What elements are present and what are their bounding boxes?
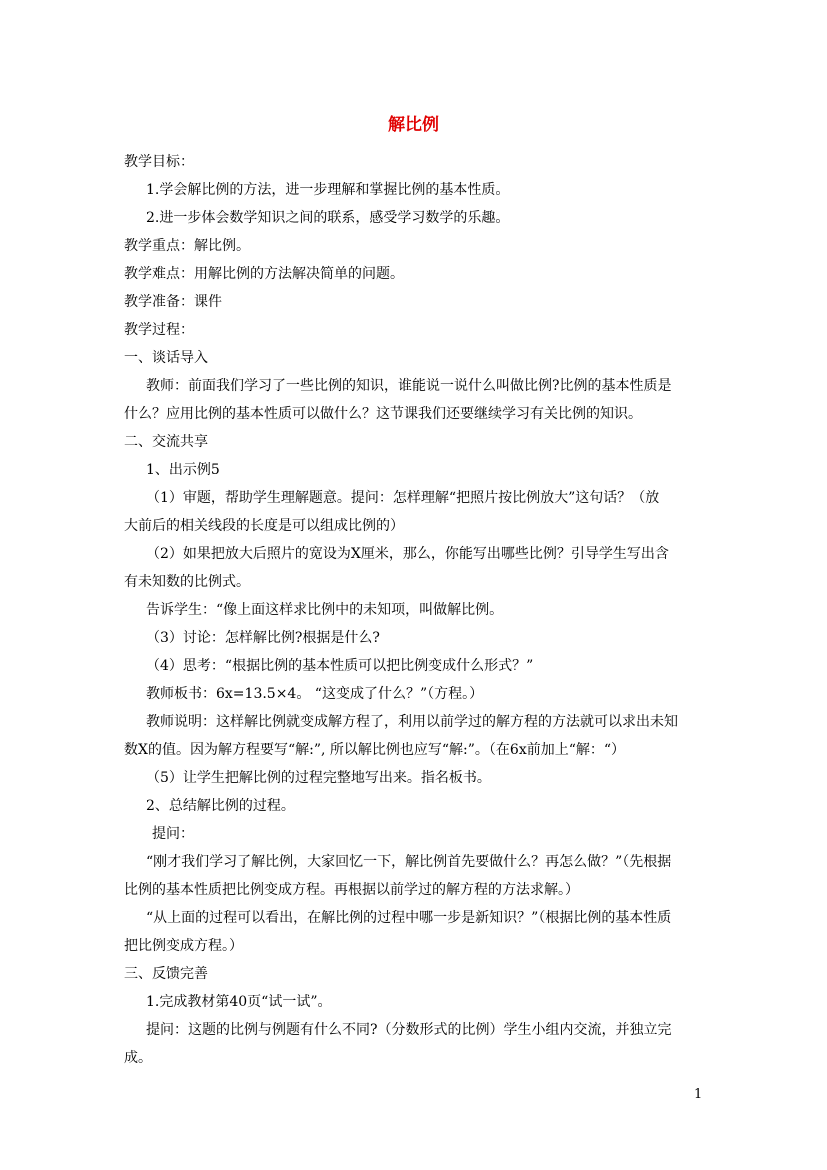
paragraph-line: 提问： — [152, 826, 194, 842]
paragraph-line: （1）审题，帮助学生理解题意。提问：怎样理解“把照片按比例放大”这句话？（放 — [146, 490, 660, 506]
page-number: 1 — [694, 1087, 703, 1102]
paragraph-line: 2、总结解比例的过程。 — [146, 798, 295, 814]
paragraph-line: 1.学会解比例的方法，进一步理解和掌握比例的基本性质。 — [146, 182, 510, 198]
paragraph-line: 2.进一步体会数学知识之间的联系，感受学习数学的乐趣。 — [146, 210, 510, 226]
heading-preparation: 教学准备：课件 — [124, 294, 222, 310]
section-heading-2: 二、交流共享 — [124, 434, 208, 450]
document-title: 解比例 — [388, 115, 439, 135]
paragraph-line: （2）如果把放大后照片的宽设为X厘米，那么，你能写出哪些比例？引导学生写出含 — [146, 546, 669, 562]
paragraph-line: 比例的基本性质把比例变成方程。再根据以前学过的解方程的方法求解。） — [124, 882, 579, 898]
section-heading-1: 一、谈话导入 — [124, 350, 208, 366]
section-heading-3: 三、反馈完善 — [124, 966, 208, 982]
paragraph-line: 教师板书：6x=13.5×4。 “这变成了什么？”（方程。） — [146, 686, 484, 702]
heading-process: 教学过程： — [124, 322, 194, 338]
paragraph-line: （4）思考：“根据比例的基本性质可以把比例变成什么形式？” — [146, 658, 534, 674]
paragraph-line: 1.完成教材第40页“试一试”。 — [146, 994, 332, 1010]
paragraph-line: 1、出示例5 — [146, 462, 220, 478]
paragraph-line: 告诉学生：“像上面这样求比例中的未知项，叫做解比例。 — [146, 602, 504, 618]
paragraph-line: 数X的值。因为解方程要写“解:”, 所以解比例也应写“解:”。（在6x前加上“解：“） — [124, 742, 626, 758]
paragraph-line: 把比例变成方程。） — [124, 938, 243, 954]
paragraph-line: 成。 — [124, 1050, 152, 1066]
paragraph-line: 教师：前面我们学习了一些比例的知识，谁能说一说什么叫做比例?比例的基本性质是 — [146, 378, 672, 394]
paragraph-line: （3）讨论：怎样解比例?根据是什么? — [146, 630, 380, 646]
heading-difficulty: 教学难点：用解比例的方法解决简单的问题。 — [124, 266, 404, 282]
paragraph-line: （5）让学生把解比例的过程完整地写出来。指名板书。 — [146, 770, 491, 786]
paragraph-line: 有未知数的比例式。 — [124, 574, 250, 590]
paragraph-line: 提问：这题的比例与例题有什么不同?（分数形式的比例）学生小组内交流，并独立完 — [146, 1022, 672, 1038]
paragraph-line: 什么？应用比例的基本性质可以做什么？这节课我们还要继续学习有关比例的知识。 — [124, 406, 642, 422]
heading-key-point: 教学重点：解比例。 — [124, 238, 250, 254]
paragraph-line: “刚才我们学习了解比例，大家回忆一下，解比例首先要做什么？再怎么做？”（先根据 — [146, 854, 672, 870]
paragraph-line: 教师说明：这样解比例就变成解方程了，利用以前学过的解方程的方法就可以求出未知 — [146, 714, 678, 730]
paragraph-line: “从上面的过程可以看出，在解比例的过程中哪一步是新知识？”（根据比例的基本性质 — [146, 910, 672, 926]
paragraph-line: 大前后的相关线段的长度是可以组成比例的） — [124, 518, 404, 534]
heading-objectives: 教学目标： — [124, 154, 194, 170]
